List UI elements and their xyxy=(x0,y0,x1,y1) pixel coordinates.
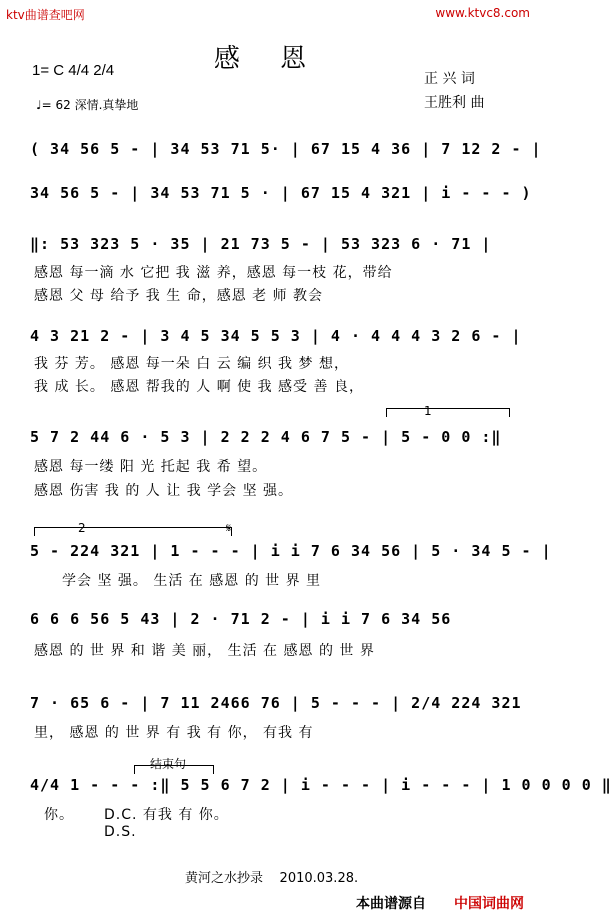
site-watermark-left: ktv曲谱查吧网 xyxy=(6,8,85,22)
key-signature: 1= C 4/4 2/4 xyxy=(32,62,115,79)
ending-label: 结束句 xyxy=(150,757,187,771)
score-row-1: ( 34 56 5 - | 34 53 71 5· | 67 15 4 36 | 7 12 2 - | xyxy=(30,140,542,158)
lyric-line-1: 感恩 每一滴 水 它把 我 滋 养，感恩 每一枝 花，带给 xyxy=(34,265,393,281)
lyric-line-10: 你。 xyxy=(44,807,74,823)
lyric-line-8: 感恩 的 世 界 和 谐 美 丽， 生活 在 感恩 的 世 界 xyxy=(34,643,375,659)
lyric-line-2: 感恩 父 母 给予 我 生 命，感恩 老 师 教会 xyxy=(34,288,324,304)
lyric-line-5: 感恩 每一缕 阳 光 托起 我 希 望。 xyxy=(34,459,268,475)
score-row-5: 5 7 2 44 6 · 5 3 | 2 2 2 4 6 7 5 - | 5 - 0 0 :‖ xyxy=(30,428,502,446)
volta-2-bracket xyxy=(34,527,232,536)
lyric-line-9: 里， 感恩 的 世 界 有 我 有 你， 有我 有 xyxy=(34,725,314,741)
lyric-line-dc: D.C. 有我 有 你。 xyxy=(104,807,229,823)
score-row-6: 5 - 224 321 | 1 - - - | i i 7 6 34 56 | 5 · 34 5 - | xyxy=(30,542,552,560)
lyricist-credit: 正 兴 词 xyxy=(424,71,475,87)
lyric-line-6: 感恩 伤害 我 的 人 让 我 学会 坚 强。 xyxy=(34,483,294,499)
song-title: 感 恩 xyxy=(213,44,323,74)
volta-1-label: 1 xyxy=(424,404,432,418)
score-row-7: 6 6 6 56 5 43 | 2 · 71 2 - | i i 7 6 34 56 xyxy=(30,610,452,628)
lyric-line-4: 我 成 长。 感恩 帮我的 人 啊 使 我 感受 善 良， xyxy=(34,379,364,395)
composer-credit: 王胜利 曲 xyxy=(424,95,485,111)
score-row-4: 4 3 21 2 - | 3 4 5 34 5 5 3 | 4 · 4 4 4 3 2 6 - | xyxy=(30,327,522,345)
volta-2-label: 2 xyxy=(78,521,86,535)
lyric-line-3: 我 芬 芳。 感恩 每一朵 白 云 编 织 我 梦 想， xyxy=(34,356,349,372)
transcriber-credit xyxy=(185,867,358,886)
lyric-line-7: 学会 坚 强。 生活 在 感恩 的 世 界 里 xyxy=(62,573,322,589)
score-row-9: 4/4 1 - - - :‖ 5 5 6 7 2 | i - - - | i - - - | 1 0 0 0 0 ‖ xyxy=(30,776,612,794)
volta-1-bracket xyxy=(386,408,510,417)
tempo-marking: ♩= 62 深情.真挚地 xyxy=(36,98,139,112)
score-row-3: ‖: 53 323 5 · 35 | 21 73 5 - | 53 323 6 · 71 | xyxy=(30,235,492,253)
lyric-line-ds: D.S. xyxy=(104,824,137,840)
score-row-2: 34 56 5 - | 34 53 71 5 · | 67 15 4 321 | i - - - ) xyxy=(30,184,532,202)
source-site-link[interactable]: 中国词曲网 xyxy=(454,896,524,912)
site-watermark-right: www.ktvc8.com xyxy=(435,6,530,20)
transcriber-name: 黄河之水抄录 xyxy=(185,871,264,886)
source-label: 本曲谱源自 xyxy=(356,896,426,912)
segno-sign: 𝄋 xyxy=(226,521,232,535)
score-row-8: 7 · 65 6 - | 7 11 2466 76 | 5 - - - | 2/4 224 321 xyxy=(30,694,522,712)
transcription-date: 2010.03.28. xyxy=(279,871,359,886)
